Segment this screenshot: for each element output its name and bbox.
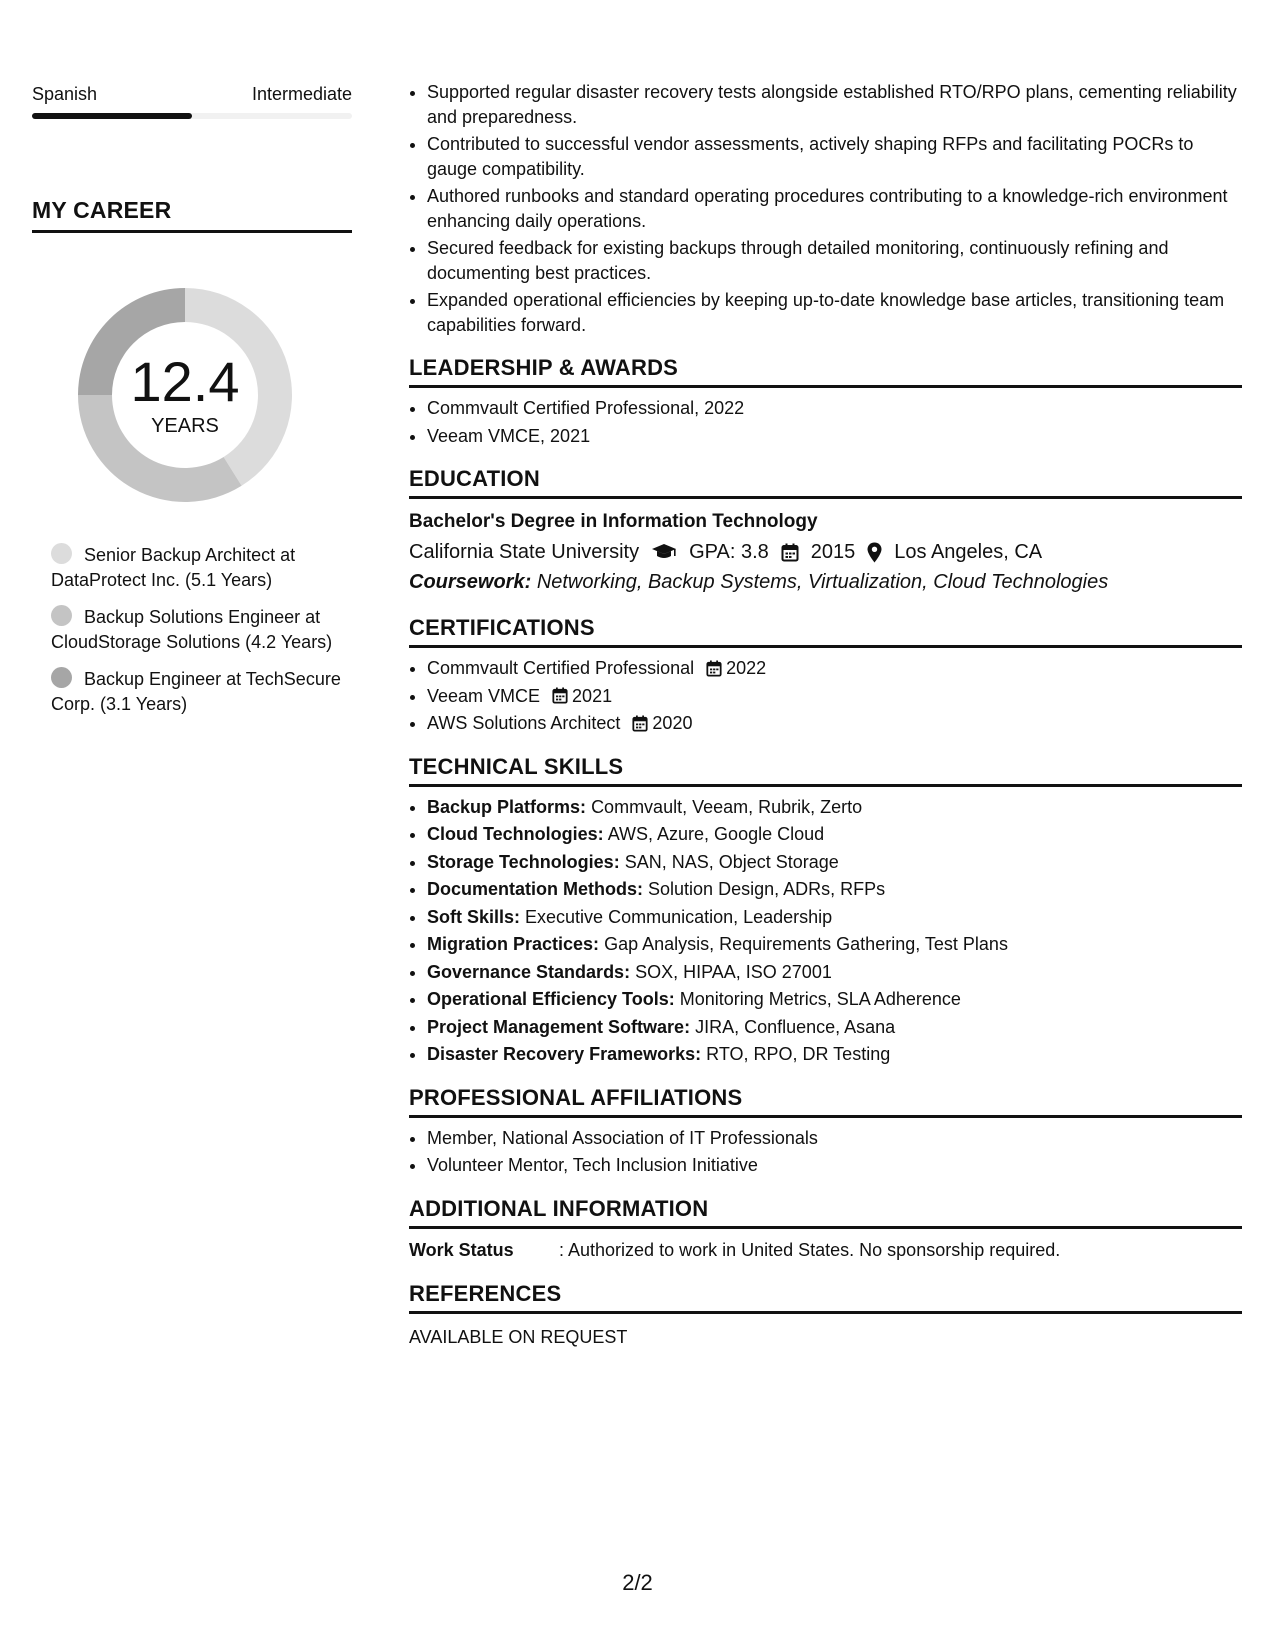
- career-total-years: 12.4: [130, 350, 240, 413]
- graduation-year: 2015: [810, 541, 856, 563]
- legend-item: [51, 543, 352, 593]
- skill-label: Soft Skills:: [427, 906, 521, 927]
- certification-item: [427, 684, 1242, 709]
- map-marker-icon: [867, 542, 882, 563]
- affiliation-item: • Member, National Association of IT Professionals: [427, 1126, 1242, 1151]
- career-heading: MY CAREER: [32, 197, 352, 233]
- certification-name: • Commvault Certified Professional: [427, 658, 695, 678]
- education-heading: EDUCATION: [409, 466, 1242, 499]
- career-years-unit: YEARS: [151, 415, 219, 437]
- career-legend: [32, 543, 352, 717]
- legend-item: [51, 605, 352, 655]
- references-heading: REFERENCES: [409, 1281, 1242, 1314]
- page-number: 2/2: [622, 1570, 653, 1595]
- certification-year: 2021: [572, 685, 613, 706]
- gpa: GPA: 3.8: [689, 541, 769, 563]
- donut-center: [65, 275, 305, 515]
- degree-title: Bachelor's Degree in Information Technology: [409, 511, 818, 532]
- certifications-list: [409, 656, 1242, 736]
- experience-bullet: • Secured feedback for existing backups through detailed monitoring, continuously refining and documenting best practices.: [427, 236, 1242, 285]
- language-name: Spanish: [32, 84, 98, 104]
- certification-item: [427, 711, 1242, 736]
- skill-value: Gap Analysis, Requirements Gathering, Test Plans: [604, 934, 1008, 954]
- main-content: [409, 80, 1242, 1350]
- skill-value: AWS, Azure, Google Cloud: [607, 824, 825, 844]
- skill-label: Governance Standards:: [427, 961, 631, 982]
- skill-value: Executive Communication, Leadership: [525, 906, 833, 927]
- calendar-icon: [781, 543, 799, 562]
- experience-bullet: • Expanded operational efficiencies by keeping up-to-date knowledge base articles, transitioning team capabilities forward.: [427, 288, 1242, 337]
- certification-name: • Veeam VMCE: [427, 685, 541, 706]
- skill-item: [427, 987, 1242, 1012]
- leadership-list: [409, 396, 1242, 448]
- legend-dot: [51, 667, 72, 688]
- affiliations-list: [409, 1126, 1242, 1178]
- skill-label: Documentation Methods:: [427, 879, 643, 899]
- legend-label: Backup Solutions Engineer at CloudStorage Solutions (4.2 Years): [51, 607, 333, 652]
- certification-year: 2020: [652, 713, 693, 733]
- education-details: [409, 537, 1242, 567]
- legend-dot: [51, 605, 72, 626]
- experience-bullet: • Supported regular disaster recovery tests alongside established RTO/RPO plans, cementing reliability and preparedness.: [427, 80, 1242, 129]
- calendar-icon: [632, 715, 648, 732]
- references-text: AVAILABLE ON REQUEST: [409, 1326, 628, 1347]
- certifications-heading: CERTIFICATIONS: [409, 615, 1242, 648]
- experience-bullet: • Contributed to successful vendor assessments, actively shaping RFPs and facilitating POCRs to gauge compatibility.: [427, 132, 1242, 181]
- skill-label: Migration Practices:: [427, 934, 600, 954]
- skill-value: Solution Design, ADRs, RFPs: [648, 879, 886, 899]
- skill-value: JIRA, Confluence, Asana: [695, 1016, 896, 1037]
- skill-item: [427, 905, 1242, 930]
- calendar-icon: [552, 687, 568, 704]
- language-row: [32, 80, 352, 108]
- career-donut-chart: [65, 275, 305, 515]
- skill-value: RTO, RPO, DR Testing: [706, 1044, 891, 1064]
- leadership-item: • Commvault Certified Professional, 2022: [427, 396, 1242, 421]
- skills-heading: TECHNICAL SKILLS: [409, 754, 1242, 787]
- work-status-value: : Authorized to work in United States. No sponsorship required.: [559, 1239, 1061, 1260]
- coursework: [409, 567, 1242, 597]
- skill-item: [427, 822, 1242, 847]
- calendar-icon: [706, 660, 722, 677]
- skill-label: Storage Technologies:: [427, 851, 620, 872]
- skill-label: Project Management Software:: [427, 1016, 691, 1037]
- skill-value: Commvault, Veeam, Rubrik, Zerto: [591, 796, 863, 817]
- leadership-item: • Veeam VMCE, 2021: [427, 424, 1242, 449]
- skill-value: SAN, NAS, Object Storage: [624, 851, 839, 872]
- certification-year: 2022: [726, 658, 767, 678]
- experience-bullets: [409, 80, 1242, 337]
- experience-bullet: • Authored runbooks and standard operating procedures contributing to a knowledge-rich environment enhancing daily operations.: [427, 184, 1242, 233]
- skill-label: Operational Efficiency Tools:: [427, 989, 675, 1009]
- work-status-row: [409, 1237, 1242, 1263]
- skill-item: [427, 1015, 1242, 1040]
- school-location: Los Angeles, CA: [894, 541, 1043, 563]
- work-status-label: Work Status: [409, 1239, 514, 1260]
- skill-item: [427, 960, 1242, 985]
- certification-name: • AWS Solutions Architect: [427, 713, 621, 733]
- skill-label: Backup Platforms:: [427, 796, 587, 817]
- legend-label: Backup Engineer at TechSecure Corp. (3.1 Years): [51, 669, 341, 714]
- legend-item: [51, 667, 352, 717]
- skill-label: Cloud Technologies:: [427, 824, 604, 844]
- skill-item: [427, 932, 1242, 957]
- additional-info-heading: ADDITIONAL INFORMATION: [409, 1196, 1242, 1229]
- graduation-cap-icon: [651, 543, 677, 561]
- legend-label: Senior Backup Architect at DataProtect Inc. (5.1 Years): [51, 545, 296, 590]
- certification-item: [427, 656, 1242, 681]
- leadership-heading: LEADERSHIP & AWARDS: [409, 355, 1242, 388]
- skill-item: [427, 795, 1242, 820]
- skill-value: Monitoring Metrics, SLA Adherence: [679, 989, 961, 1009]
- language-proficiency-fill: [32, 113, 192, 119]
- skill-item: [427, 850, 1242, 875]
- affiliation-item: • Volunteer Mentor, Tech Inclusion Initiative: [427, 1153, 1242, 1178]
- skill-label: Disaster Recovery Frameworks:: [427, 1044, 702, 1064]
- skill-item: [427, 877, 1242, 902]
- coursework-list: Networking, Backup Systems, Virtualization, Cloud Technologies: [536, 571, 1109, 593]
- language-proficiency-bar: [32, 113, 352, 119]
- school-name: California State University: [409, 541, 640, 563]
- coursework-label: Coursework:: [409, 571, 532, 593]
- sidebar: [32, 80, 352, 729]
- affiliations-heading: PROFESSIONAL AFFILIATIONS: [409, 1085, 1242, 1118]
- legend-dot: [51, 543, 72, 564]
- skill-value: SOX, HIPAA, ISO 27001: [635, 961, 832, 982]
- language-level: Intermediate: [251, 84, 352, 104]
- skill-item: [427, 1042, 1242, 1067]
- skills-list: [409, 795, 1242, 1067]
